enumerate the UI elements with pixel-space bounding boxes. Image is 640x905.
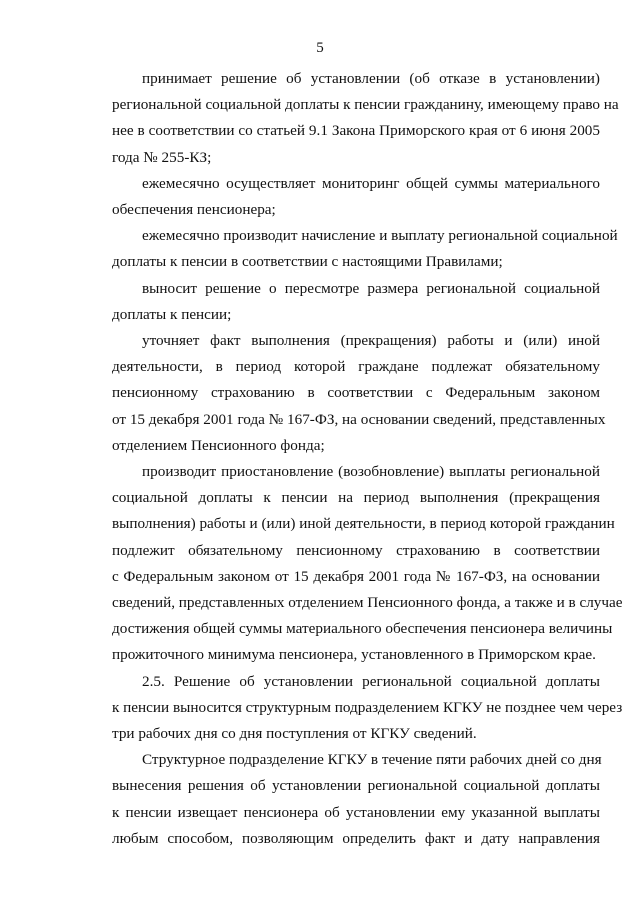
text-line: выполнения) работы и (или) иной деятельности, в период которой гражданин [112, 515, 615, 533]
text-line: региональной социальной доплаты к пенсии гражданину, имеющему право на [112, 96, 619, 114]
page-number: 5 [316, 40, 324, 56]
text-line: три рабочих дня со дня поступления от КГКУ сведений. [112, 725, 477, 743]
text-line: любым способом, позволяющим определить факт и дату направления [112, 829, 600, 847]
paragraph-suspension [82, 459, 623, 669]
paragraph-notification [82, 747, 600, 852]
text-line: нее в соответствии со статьей 9.1 Закона Приморского края от 6 июня 2005 [112, 122, 600, 140]
text-line: 2.5. Решение об установлении региональной социальной доплаты [142, 672, 600, 690]
text-line: от 15 декабря 2001 года № 167-ФЗ, на основании сведений, представленных [112, 410, 606, 428]
text-line: доплаты к пенсии; [112, 305, 232, 323]
text-line: с Федеральным законом от 15 декабря 2001 года № 167-ФЗ, на основании [112, 567, 600, 585]
text-line: уточняет факт выполнения (прекращения) работы и (или) иной [142, 332, 600, 350]
body-text [82, 66, 623, 852]
paragraph-revision [82, 276, 600, 328]
paragraph-decision [82, 66, 619, 171]
text-line: пенсионному страхованию в соответствии с Федеральным законом [112, 384, 600, 402]
text-line: выносит решение о пересмотре размера региональной социальной [142, 279, 600, 297]
paragraph-monitoring [82, 171, 600, 223]
text-line: подлежит обязательному пенсионному страхованию в соответствии [112, 541, 600, 559]
paragraph-payment [82, 223, 618, 275]
text-line: Структурное подразделение КГКУ в течение пяти рабочих дней со дня [142, 751, 602, 769]
text-line: обеспечения пенсионера; [112, 201, 276, 219]
text-line: ежемесячно производит начисление и выплату региональной социальной [142, 227, 618, 245]
text-line: отделением Пенсионного фонда; [112, 436, 325, 454]
text-line: к пенсии извещает пенсионера об установлении ему указанной выплаты [112, 803, 600, 821]
text-line: принимает решение об установлении (об отказе в установлении) [142, 70, 600, 87]
text-line: сведений, представленных отделением Пенсионного фонда, а также и в случае [112, 594, 623, 612]
text-line: доплаты к пенсии в соответствии с настоящими Правилами; [112, 253, 503, 271]
text-line: вынесения решения об установлении региональной социальной доплаты [112, 777, 600, 795]
text-line: производит приостановление (возобновление) выплаты региональной [142, 463, 600, 481]
text-line: к пенсии выносится структурным подразделением КГКУ не позднее чем через [112, 698, 623, 716]
text-line: деятельности, в период которой граждане подлежат обязательному [112, 358, 600, 376]
text-line: социальной доплаты к пенсии на период выполнения (прекращения [112, 489, 600, 507]
paragraph-section-2-5 [82, 669, 623, 748]
text-line: года № 255-КЗ; [112, 148, 212, 166]
text-line: ежемесячно осуществляет мониторинг общей суммы материального [142, 174, 600, 192]
text-line: прожиточного минимума пенсионера, установленного в Приморском крае. [112, 646, 596, 664]
paragraph-employment [82, 328, 606, 459]
text-line: достижения общей суммы материального обеспечения пенсионера величины [112, 620, 613, 638]
